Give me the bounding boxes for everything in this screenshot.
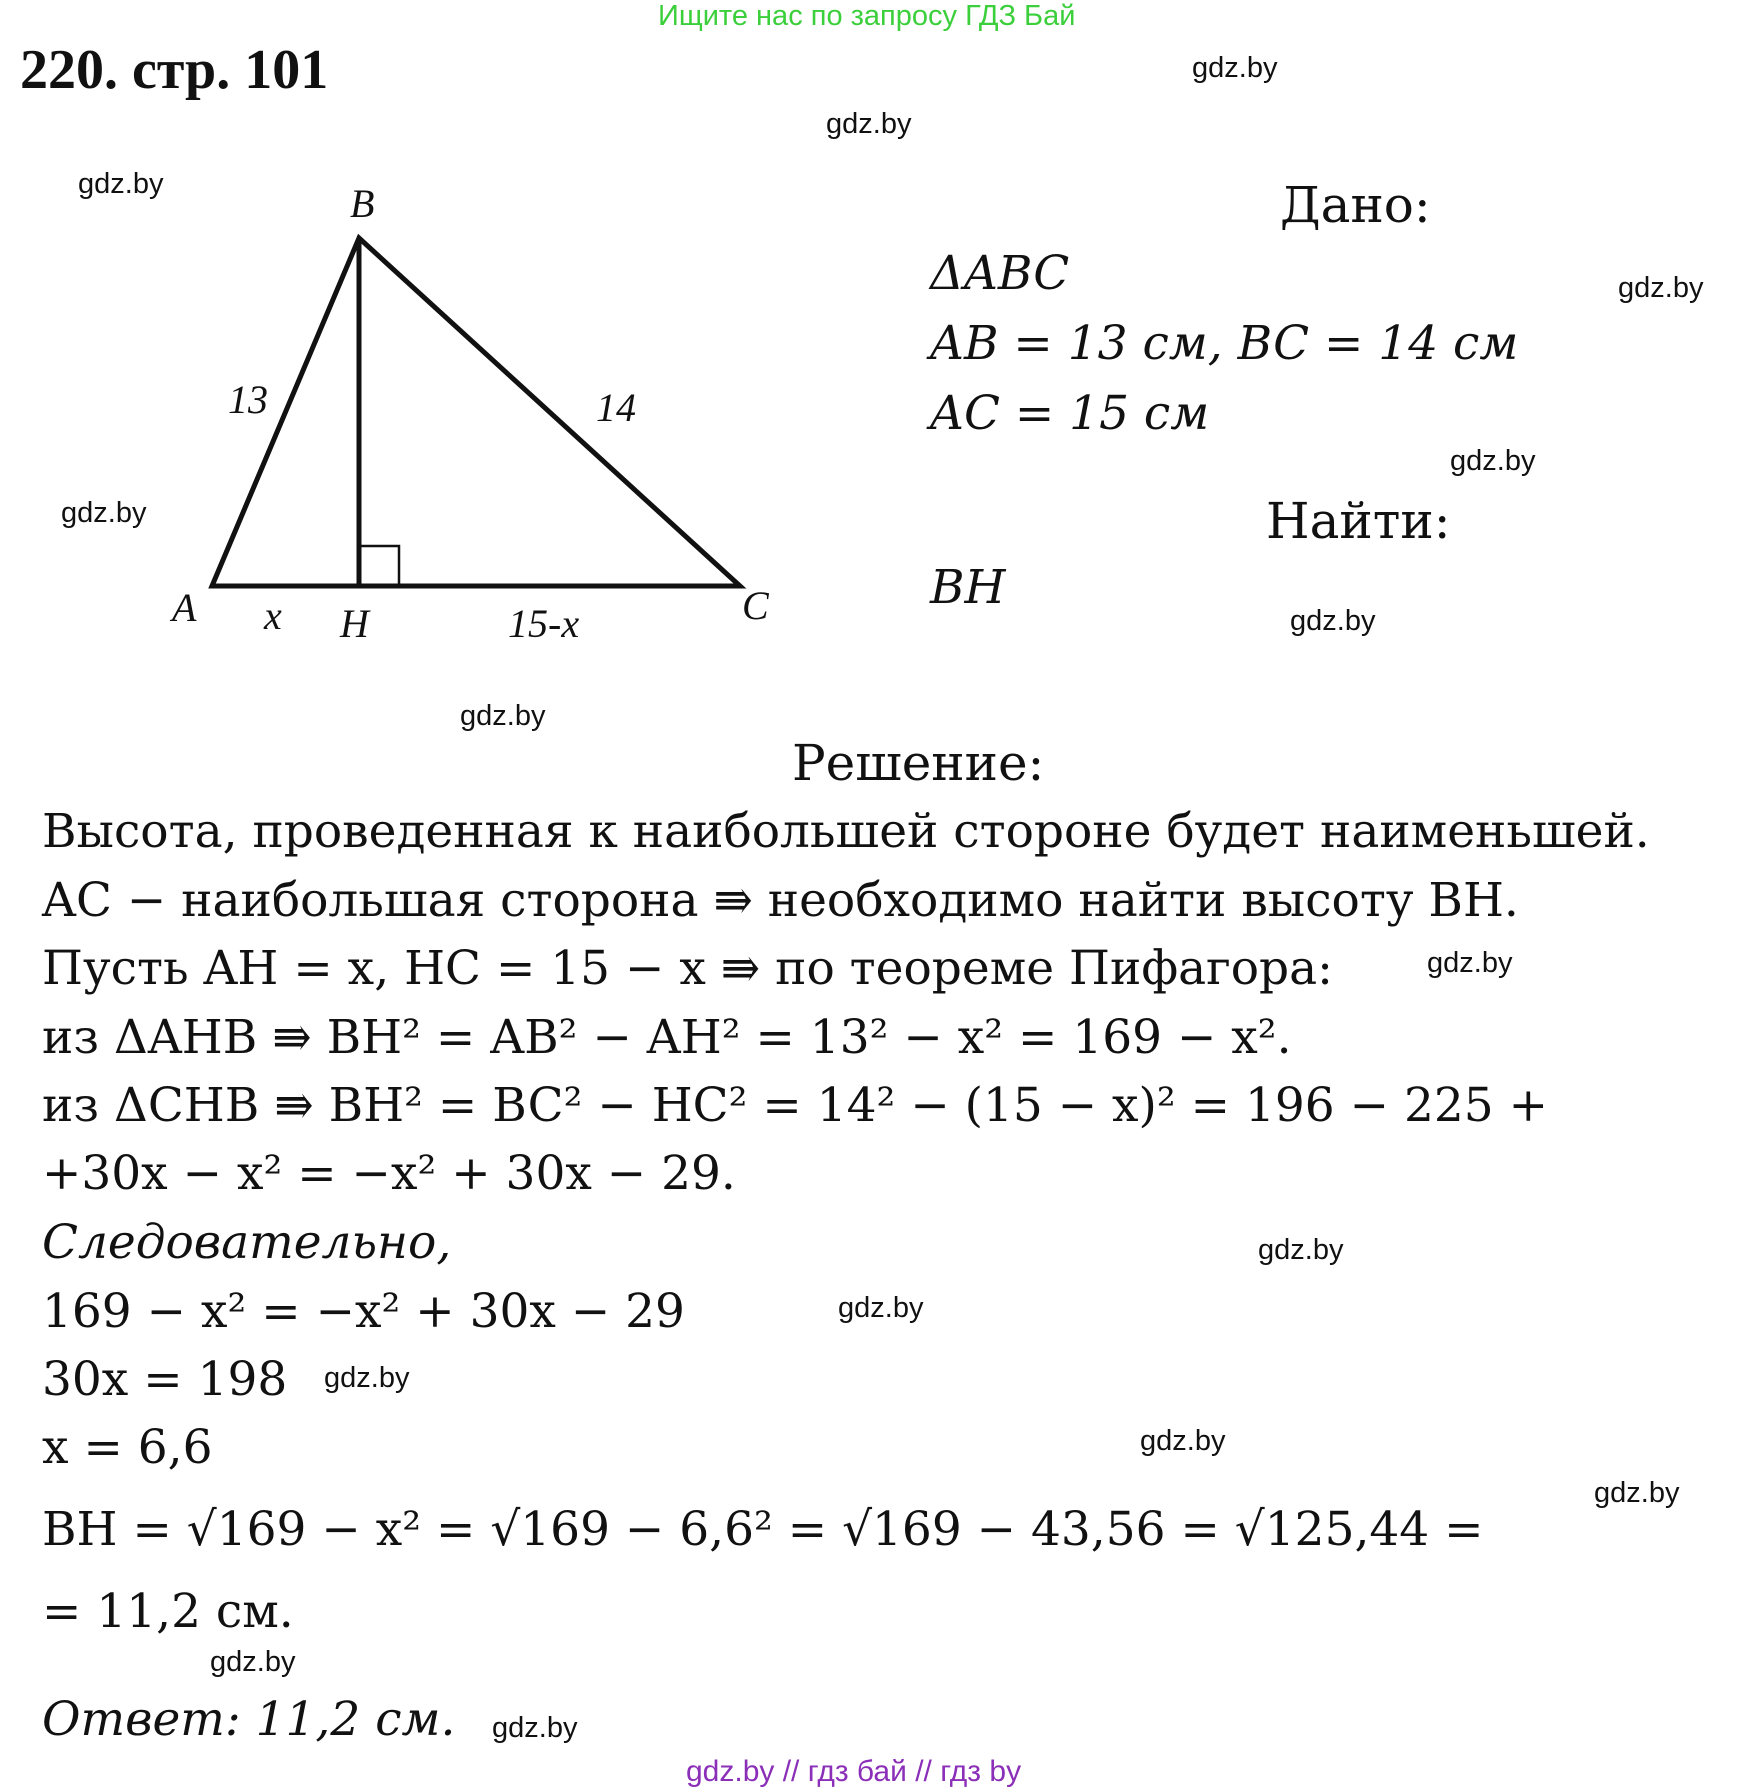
triangle-abc [212, 238, 740, 586]
solution-line: AC − наибольшая сторона ⇛ необходимо найти высоту BH. [42, 873, 1519, 928]
watermark: gdz.by [78, 168, 164, 200]
watermark: gdz.by [1427, 947, 1513, 979]
watermark: gdz.by [1594, 1477, 1680, 1509]
solution-line: Следовательно, [42, 1215, 452, 1270]
solution-line: x = 6,6 [42, 1420, 213, 1475]
solution-line: Высота, проведенная к наибольшей стороне будет наименьшей. [42, 804, 1650, 859]
given-line: AB = 13 см, BC = 14 см [930, 316, 1519, 371]
solution-line: = 11,2 см. [42, 1584, 294, 1639]
side-label-bc: 14 [596, 385, 636, 430]
watermark: gdz.by [1192, 52, 1278, 84]
watermark: gdz.by [324, 1362, 410, 1394]
watermark: gdz.by [61, 497, 147, 529]
vertex-label-a: A [172, 585, 197, 630]
answer-line: Ответ: 11,2 см. [42, 1692, 456, 1747]
watermark: gdz.by [1140, 1425, 1226, 1457]
find-heading: Найти: [1266, 492, 1451, 550]
segment-label-hc: 15-x [508, 601, 580, 646]
watermark: gdz.by [1618, 272, 1704, 304]
side-label-ab: 13 [228, 377, 268, 422]
page-title: 220. стр. 101 [20, 39, 329, 101]
watermark: gdz.by [210, 1646, 296, 1678]
right-angle-mark [359, 546, 399, 586]
vertex-label-c: C [742, 583, 769, 628]
footer-links: gdz.by // гдз бай // гдз by [686, 1755, 1022, 1788]
watermark: gdz.by [1450, 445, 1536, 477]
find-value: BH [930, 560, 1006, 615]
solution-line: Пусть AH = x, HC = 15 − x ⇛ по теореме Пифагора: [42, 941, 1333, 996]
search-banner: Ищите нас по запросу ГДЗ Бай [658, 0, 1076, 32]
solution-line: BH = √169 − x² = √169 − 6,6² = √169 − 43,56 = √125,44 = [42, 1502, 1484, 1557]
given-line: ΔABC [930, 246, 1070, 301]
vertex-label-b: B [350, 181, 375, 226]
solution-line: 30x = 198 [42, 1352, 288, 1407]
watermark: gdz.by [1290, 605, 1376, 637]
solution-line: из ΔAHB ⇛ BH² = AB² − AH² = 13² − x² = 169 − x². [42, 1010, 1292, 1065]
solution-line: +30x − x² = −x² + 30x − 29. [42, 1146, 736, 1201]
watermark: gdz.by [1258, 1234, 1344, 1266]
solution-heading: Решение: [792, 734, 1045, 792]
solution-line: 169 − x² = −x² + 30x − 29 [42, 1284, 685, 1339]
given-heading: Дано: [1280, 176, 1431, 234]
watermark: gdz.by [826, 108, 912, 140]
watermark: gdz.by [492, 1712, 578, 1744]
solution-line: из ΔCHB ⇛ BH² = BC² − HC² = 14² − (15 − x)² = 196 − 225 + [42, 1078, 1548, 1133]
vertex-label-h: H [340, 601, 369, 646]
given-line: AC = 15 см [930, 386, 1210, 441]
watermark: gdz.by [460, 700, 546, 732]
watermark: gdz.by [838, 1292, 924, 1324]
segment-label-ah: x [264, 593, 282, 638]
